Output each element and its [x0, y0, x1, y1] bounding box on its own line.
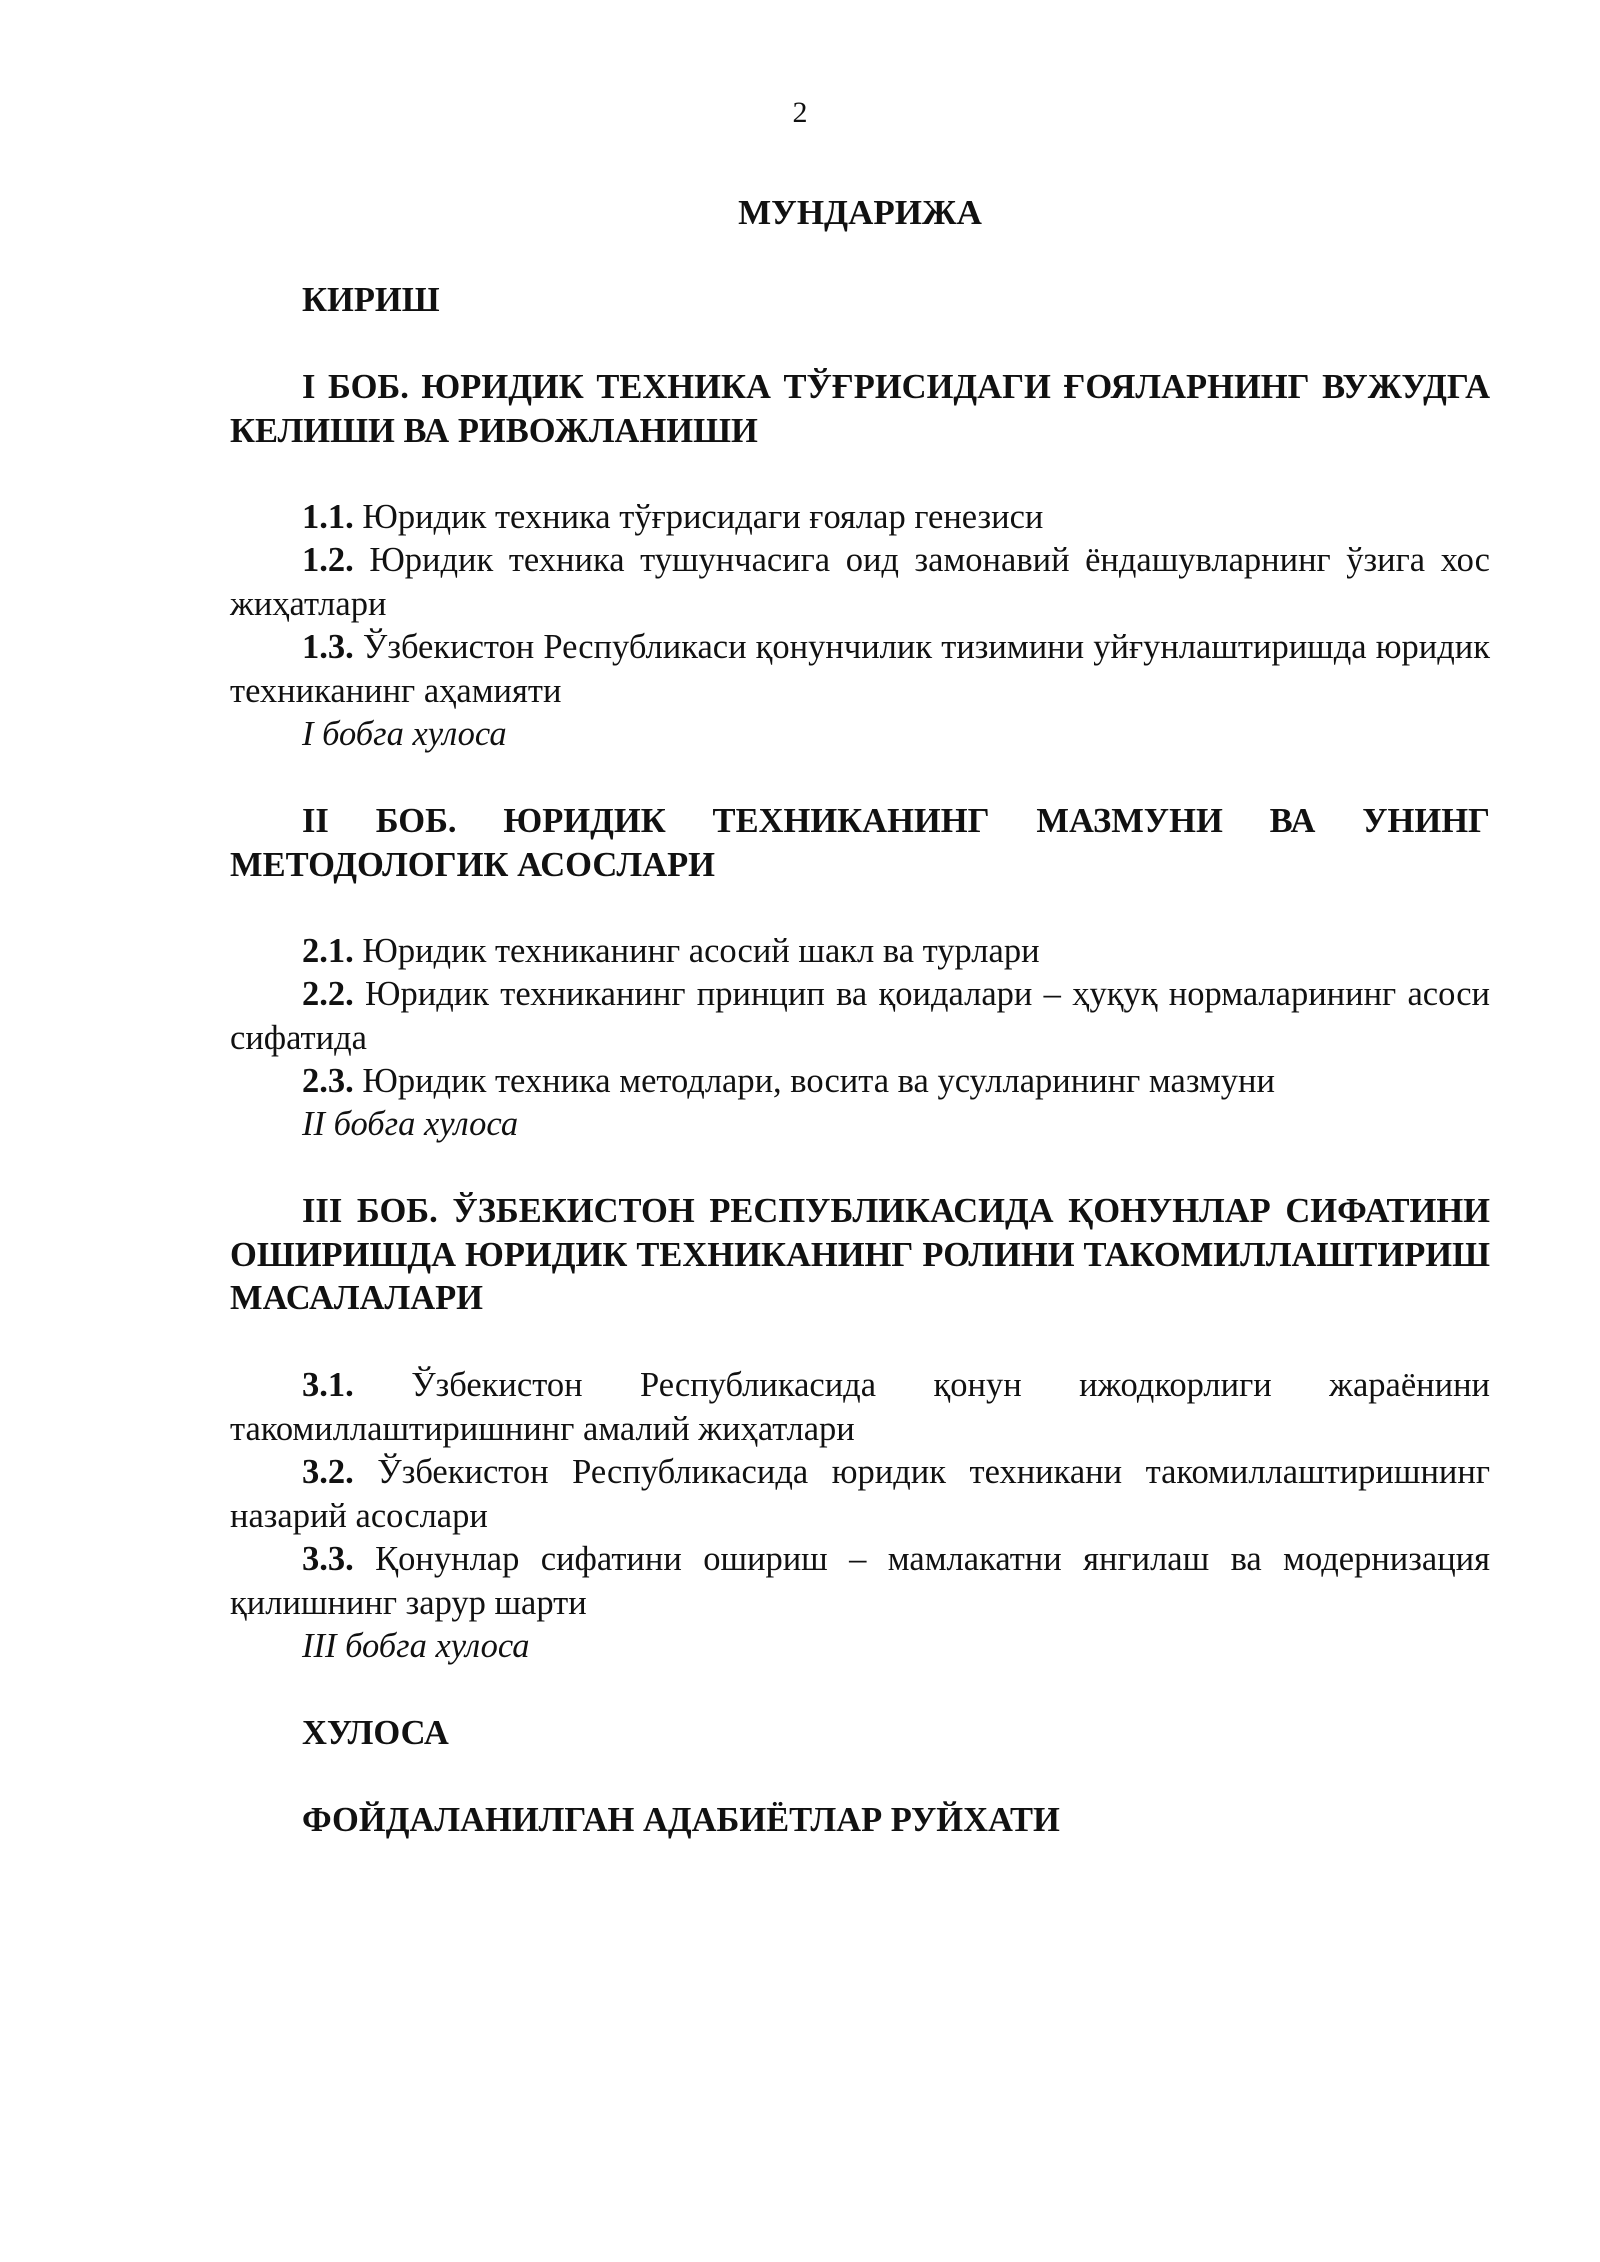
toc-intro: КИРИШ	[302, 281, 440, 319]
section-title: Юридик техниканинг принцип ва қоидалари – ҳуқуқ нормаларининг асоси сифатида	[230, 975, 1491, 1057]
toc-references: ФОЙДАЛАНИЛГАН АДАБИЁТЛАР РУЙХАТИ	[302, 1801, 1060, 1839]
section-number: 1.1.	[302, 498, 354, 536]
section-title: Ўзбекистон Республикасида юридик техникани такомиллаштиришнинг назарий асослари	[230, 1453, 1491, 1535]
section-number: 3.2.	[302, 1453, 354, 1491]
section-title: Юридик техника тўғрисидаги ғоялар генезиси	[362, 498, 1044, 536]
section-number: 2.2.	[302, 975, 354, 1013]
section-number: 1.3.	[302, 628, 354, 666]
chapter-1-summary: I бобга хулоса	[302, 715, 507, 753]
toc-entry-2-1	[230, 930, 1490, 974]
toc-entry-2-3	[230, 1060, 1490, 1104]
chapter-2-heading: II БОБ. ЮРИДИК ТЕХНИКАНИНГ МАЗМУНИ ВА УНИНГ МЕТОДОЛОГИК АСОСЛАРИ	[230, 802, 1490, 884]
toc-conclusion: ХУЛОСА	[302, 1714, 449, 1752]
section-title: Юридик техника методлари, восита ва усулларининг мазмуни	[362, 1062, 1275, 1100]
toc-entry-1-3	[230, 626, 1490, 713]
section-title: Ўзбекистон Республикаси қонунчилик тизимини уйғунлаштиришда юридик техниканинг аҳамияти	[230, 628, 1490, 710]
section-title: Юридик техниканинг асосий шакл ва турлари	[362, 932, 1040, 970]
chapter-3-summary: III бобга хулоса	[302, 1627, 530, 1665]
chapter-2-summary: II бобга хулоса	[302, 1105, 519, 1143]
toc-entry-3-2	[230, 1451, 1490, 1538]
toc-entry-1-2	[230, 539, 1490, 626]
toc-entry-2-2	[230, 973, 1490, 1060]
section-number: 2.1.	[302, 932, 354, 970]
toc-entry-3-3	[230, 1538, 1490, 1625]
section-number: 2.3.	[302, 1062, 354, 1100]
page-title: МУНДАРИЖА	[738, 193, 982, 232]
section-number: 3.3.	[302, 1540, 354, 1578]
chapter-3-heading: III БОБ. ЎЗБЕКИСТОН РЕСПУБЛИКАСИДА ҚОНУНЛАР СИФАТИНИ ОШИРИШДА ЮРИДИК ТЕХНИКАНИНГ РОЛИНИ ТАКОМИЛЛАШТИРИШ МАСАЛАЛАРИ	[230, 1192, 1490, 1317]
section-title: Қонунлар сифатини ошириш – мамлакатни янгилаш ва модернизация қилишнинг зарур шарти	[230, 1540, 1490, 1622]
section-title: Ўзбекистон Республикасида қонун ижодкорлиги жараёнини такомиллаштиришнинг амалий жиҳатлари	[230, 1366, 1491, 1448]
chapter-1-heading: I БОБ. ЮРИДИК ТЕХНИКА ТЎҒРИСИДАГИ ҒОЯЛАРНИНГ ВУЖУДГА КЕЛИШИ ВА РИВОЖЛАНИШИ	[230, 368, 1490, 450]
toc-entry-3-1	[230, 1364, 1490, 1451]
section-number: 3.1.	[302, 1366, 354, 1404]
toc-entry-1-1	[230, 496, 1490, 540]
section-title: Юридик техника тушунчасига оид замонавий ёндашувларнинг ўзига хос жиҳатлари	[230, 541, 1490, 623]
page-number: 2	[792, 96, 808, 129]
section-number: 1.2.	[302, 541, 354, 579]
